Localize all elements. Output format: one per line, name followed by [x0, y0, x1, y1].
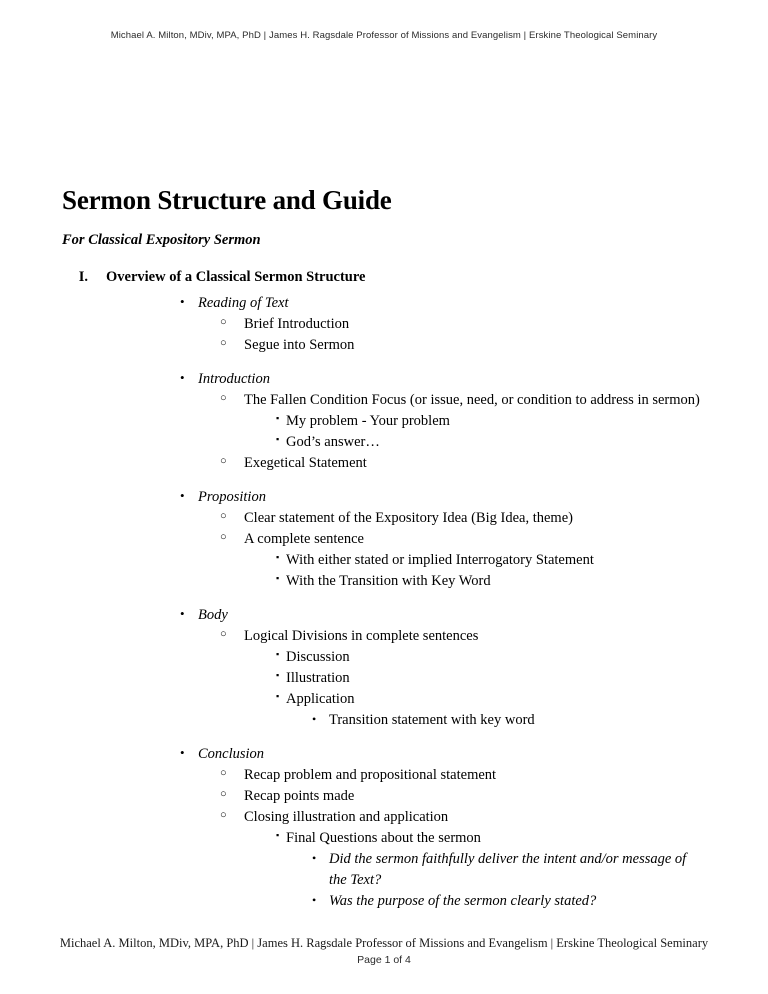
- disc-bullet-icon: •: [180, 487, 185, 503]
- outline-item-text: Closing illustration and application: [244, 809, 449, 826]
- circle-bullet-icon: ○: [220, 454, 227, 467]
- outline-item-level-2: [62, 453, 702, 474]
- outline-item-level-2: [62, 786, 702, 807]
- outline-item-text: Was the purpose of the sermon clearly stated?: [329, 893, 597, 910]
- outline-sublist-level-3: [62, 828, 702, 912]
- circle-bullet-icon: ○: [220, 627, 227, 640]
- square-bullet-icon: ▪: [276, 648, 280, 659]
- running-header: Michael A. Milton, MDiv, MPA, PhD | James H. Ragsdale Professor of Missions and Evangelism | Erskine Theological Seminary: [110, 30, 658, 41]
- square-bullet-icon: ▪: [276, 669, 280, 680]
- disc-bullet-icon: •: [180, 605, 185, 621]
- outline-item-text: Application: [286, 690, 355, 707]
- page-title: Sermon Structure and Guide: [62, 185, 392, 215]
- outline-group-label: Proposition: [198, 488, 266, 505]
- outline-sublist-level-3: [62, 647, 702, 731]
- outline-item-level-3: [62, 411, 702, 432]
- outline-item-text: Transition statement with key word: [329, 711, 535, 728]
- outline-item-text: Recap points made: [244, 788, 355, 805]
- outline-sublist-level-4: [62, 710, 702, 731]
- outline-item-text: Illustration: [286, 669, 350, 686]
- outline-item-level-2: [62, 626, 702, 731]
- disc-bullet-icon: •: [312, 851, 317, 866]
- circle-bullet-icon: ○: [220, 391, 227, 404]
- outline-sublist-level-2: [62, 314, 702, 356]
- outline-item-text: Final Questions about the sermon: [286, 830, 481, 847]
- outline-group: [62, 369, 702, 474]
- outline-item-text: Clear statement of the Expository Idea (Big Idea, theme): [244, 509, 573, 526]
- outline-item-level-4: [62, 891, 702, 912]
- outline-item-level-2: [62, 335, 702, 356]
- circle-bullet-icon: ○: [220, 788, 227, 801]
- outline-item-text: Discussion: [286, 648, 350, 665]
- outline-sublist-level-2: [62, 390, 702, 474]
- outline-item-level-2: [62, 807, 702, 912]
- section-heading-label: Overview of a Classical Sermon Structure: [106, 268, 366, 285]
- outline-sublist-level-3: [62, 550, 702, 592]
- outline-item-level-4: [62, 849, 702, 891]
- outline-item-level-3: [62, 647, 702, 668]
- outline-item-text: My problem - Your problem: [286, 412, 450, 429]
- outline-group-label: Body: [198, 606, 228, 623]
- outline-item-text: With the Transition with Key Word: [286, 572, 491, 589]
- square-bullet-icon: ▪: [276, 433, 280, 444]
- square-bullet-icon: ▪: [276, 690, 280, 701]
- outline-item-level-2: [62, 314, 702, 335]
- outline-item-text: A complete sentence: [244, 530, 364, 547]
- section-numeral: I.: [78, 268, 88, 285]
- outline-item-text: Brief Introduction: [244, 315, 350, 332]
- outline-sublist-level-2: [62, 508, 702, 592]
- outline-sublist-level-2: [62, 626, 702, 731]
- outline-item-level-2: [62, 508, 702, 529]
- outline-item-level-2: [62, 390, 702, 453]
- circle-bullet-icon: ○: [220, 767, 227, 779]
- disc-bullet-icon: •: [312, 893, 317, 908]
- outline-item-level-3: [62, 550, 702, 571]
- outline-item-level-3: [62, 689, 702, 731]
- document-subtitle: For Classical Expository Sermon: [62, 231, 261, 248]
- square-bullet-icon: ▪: [276, 412, 280, 423]
- outline-group: [62, 293, 702, 356]
- outline-item-text: Exegetical Statement: [244, 454, 367, 471]
- outline-group: [62, 487, 702, 592]
- outline-item-level-2: [62, 529, 702, 592]
- circle-bullet-icon: ○: [220, 530, 227, 543]
- page-number: Page 1 of 4: [357, 954, 411, 966]
- outline-item-level-3: [62, 571, 702, 592]
- circle-bullet-icon: ○: [220, 315, 227, 328]
- outline-group-label: Conclusion: [198, 745, 265, 762]
- outline-item-level-3: [62, 668, 702, 689]
- outline-group: [62, 744, 702, 912]
- disc-bullet-icon: •: [180, 293, 185, 309]
- outline-sublist-level-2: [62, 765, 702, 912]
- outline-group-label: Reading of Text: [198, 294, 289, 311]
- document-body: [62, 186, 702, 912]
- outline-item-level-4: [62, 710, 702, 731]
- disc-bullet-icon: •: [180, 369, 185, 385]
- outline-list: [62, 293, 702, 912]
- outline-group: [62, 605, 702, 731]
- footer-attribution: Michael A. Milton, MDiv, MPA, PhD | James H. Ragsdale Professor of Missions and Evangelism | Erskine Theological Seminary: [59, 936, 709, 951]
- outline-item-text: Recap problem and propositional statement: [244, 767, 497, 783]
- circle-bullet-icon: ○: [220, 336, 227, 349]
- outline-item-level-3: [62, 828, 702, 912]
- outline-item-level-2: [62, 765, 702, 786]
- outline-sublist-level-4: [62, 849, 702, 912]
- circle-bullet-icon: ○: [220, 509, 227, 522]
- page-footer: [0, 936, 768, 966]
- section-heading: [62, 269, 702, 286]
- outline-group-label: Introduction: [198, 370, 270, 387]
- square-bullet-icon: ▪: [276, 830, 280, 841]
- outline-item-text: With either stated or implied Interrogatory Statement: [286, 551, 594, 568]
- disc-bullet-icon: •: [180, 744, 185, 760]
- outline-item-text: Did the sermon faithfully deliver the intent and/or message of the Text?: [329, 851, 687, 889]
- outline-item-text: Logical Divisions in complete sentences: [244, 627, 479, 644]
- square-bullet-icon: ▪: [276, 572, 280, 583]
- disc-bullet-icon: •: [312, 711, 317, 726]
- outline-item-level-3: [62, 432, 702, 453]
- outline-item-text: The Fallen Condition Focus (or issue, need, or condition to address in sermon): [244, 391, 700, 408]
- circle-bullet-icon: ○: [220, 809, 227, 822]
- outline-sublist-level-3: [62, 411, 702, 453]
- outline-item-text: God’s answer…: [286, 433, 380, 450]
- square-bullet-icon: ▪: [276, 551, 280, 562]
- outline-item-text: Segue into Sermon: [244, 336, 355, 353]
